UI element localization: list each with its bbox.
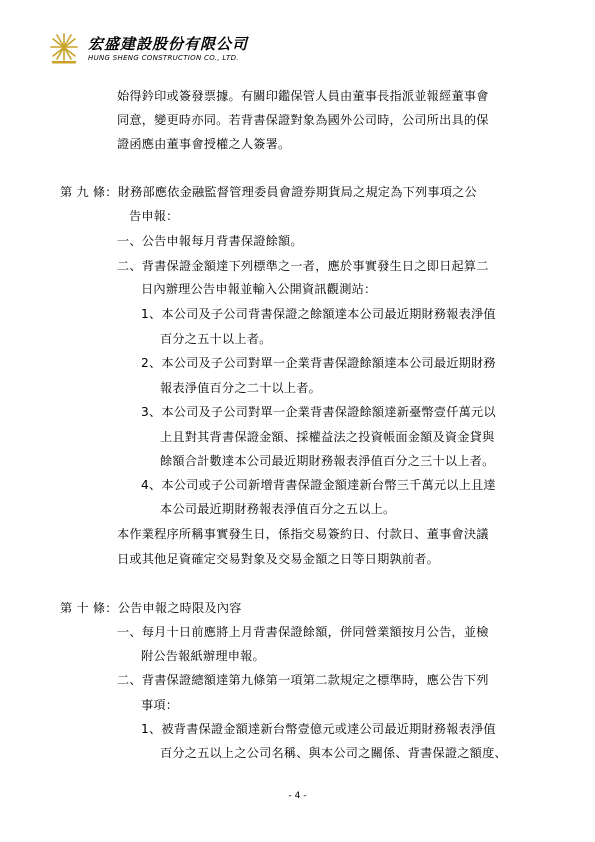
sub-list-item: 4、本公司或子公司新增背書保證金額達新台幣三千萬元以上且達 [141, 478, 496, 492]
company-logo-icon [48, 30, 80, 66]
company-name-en: HUNG SHENG CONSTRUCTION CO., LTD. [88, 54, 239, 62]
paragraph-line: 百分之五以上之公司名稱、與本公司之關係、背書保證之額度、 [160, 746, 507, 760]
paragraph-line: 始得鈐印或簽發票據。有關印鑑保管人員由董事長指派並報經董事會 [117, 89, 489, 103]
company-name: 宏盛建設股份有限公司 [88, 35, 249, 53]
article-10-heading: 第 十 條：公告申報之時限及內容 [60, 601, 242, 615]
paragraph-line: 百分之五十以上者。 [160, 332, 272, 346]
list-item: 二、背書保證金額達下列標準之一者，應於事實發生日之即日起算二 [117, 259, 489, 273]
paragraph-line: 本公司最近期財務報表淨值百分之五以上。 [160, 502, 396, 516]
paragraph-line: 同意，變更時亦同。若背書保證對象為國外公司時，公司所出具的保 [117, 113, 489, 127]
list-item: 一、每月十日前應將上月背書保證餘額，併同營業額按月公告，並檢 [117, 625, 489, 639]
list-item: 二、背書保證總額達第九條第一項第二款規定之標準時，應公告下列 [117, 673, 489, 687]
list-item: 一、公告申報每月背書保證餘額。 [117, 234, 303, 248]
page-number: - 4 - [288, 791, 307, 801]
paragraph-line: 告申報： [129, 209, 179, 223]
sub-list-item: 1、本公司及子公司背書保證之餘額達本公司最近期財務報表淨值 [141, 307, 496, 321]
paragraph-line: 上且對其背書保證金額、採權益法之投資帳面金額及資金貸與 [160, 430, 495, 444]
paragraph-line: 日內辦理公告申報並輸入公開資訊觀測站： [141, 282, 377, 296]
sub-list-item: 1、被背書保證金額達新台幣壹億元或達公司最近期財務報表淨值 [141, 722, 496, 736]
article-9-heading: 第 九 條：財務部應依金融監督管理委員會證券期貨局之規定為下列事項之公 [60, 185, 477, 199]
sub-list-item: 3、本公司及子公司對單一企業背書保證餘額達新臺幣壹仟萬元以 [141, 405, 496, 419]
paragraph-line: 本作業程序所稱事實發生日，係指交易簽約日、付款日、董事會決議 [117, 527, 489, 541]
paragraph-line: 日或其他足資確定交易對象及交易金額之日等日期孰前者。 [117, 552, 440, 566]
paragraph-line: 報表淨值百分之二十以上者。 [160, 381, 322, 395]
paragraph-line: 證函應由董事會授權之人簽署。 [117, 137, 291, 151]
paragraph-line: 事項： [141, 698, 179, 712]
sub-list-item: 2、本公司及子公司對單一企業背書保證餘額達本公司最近期財務 [141, 356, 496, 370]
paragraph-line: 餘額合計數達本公司最近期財務報表淨值百分之三十以上者。 [160, 454, 495, 468]
letterhead [48, 30, 308, 70]
paragraph-line: 附公告報紙辦理申報。 [141, 649, 265, 663]
